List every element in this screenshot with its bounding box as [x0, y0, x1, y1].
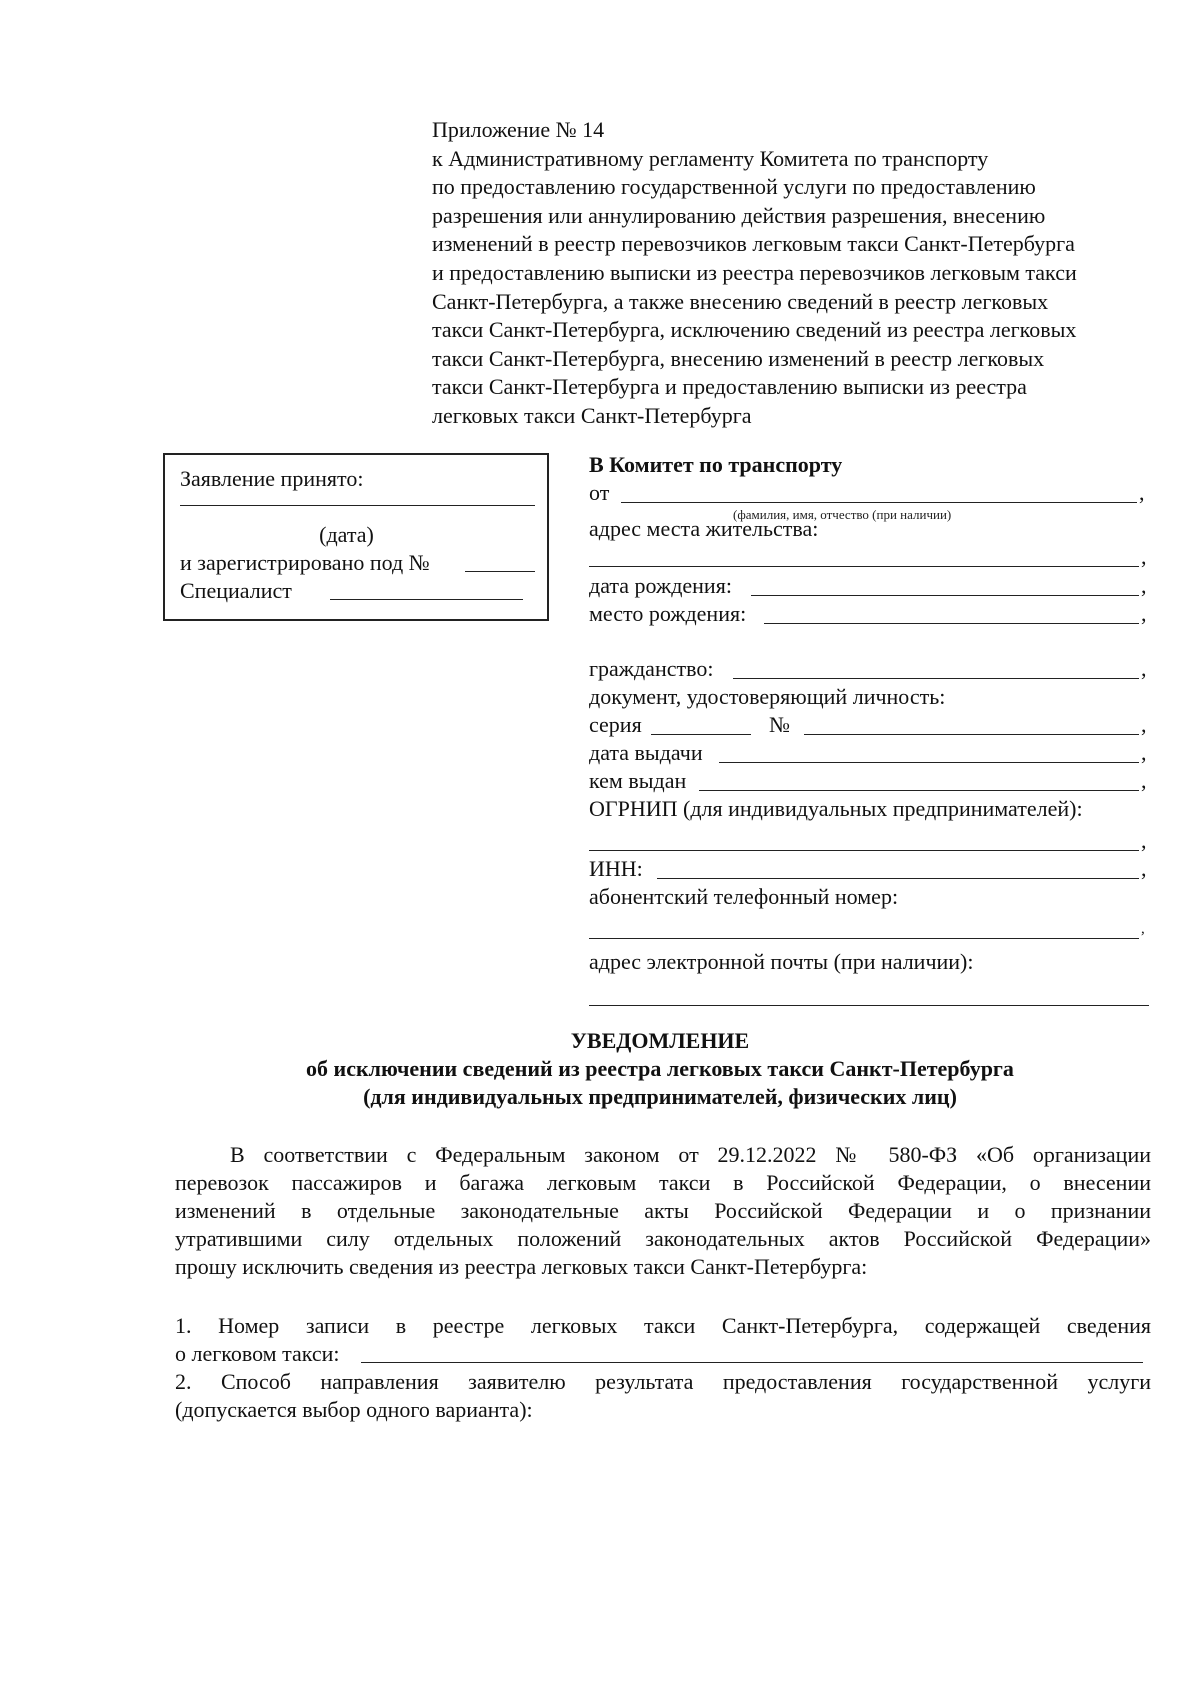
reception-specialist-field[interactable] [330, 599, 523, 600]
birth-date-label: дата рождения: [589, 573, 732, 598]
item-2-line-2: (допускается выбор одного варианта): [175, 1397, 533, 1422]
from-label: от [589, 480, 610, 505]
annex-line: к Административному регламенту Комитета по транспорту [432, 145, 989, 171]
inn-field[interactable] [657, 878, 1139, 879]
series-label: серия [589, 712, 642, 737]
reception-box [163, 453, 549, 621]
comma: , [1141, 656, 1147, 681]
email-label-row [589, 948, 1149, 976]
comma: , [1141, 544, 1147, 569]
email-row [589, 982, 1149, 1010]
number-label: № [769, 712, 790, 737]
annex-line: такси Санкт-Петербурга, внесению изменений в реестр легковых [432, 345, 1045, 371]
address-label-row [589, 515, 1149, 543]
issue-date-row [589, 739, 1149, 767]
body-line: изменений в отдельные законодательные акты Российской Федерации и о признании [175, 1198, 1151, 1223]
body-paragraph [175, 1141, 1151, 1281]
title-sub1: об исключении сведений из реестра легковых такси Санкт-Петербурга [306, 1056, 1014, 1081]
phone-label: абонентский телефонный номер: [589, 884, 899, 909]
item-1-line-1: 1. Номер записи в реестре легковых такси Санкт-Петербурга, содержащей сведения [175, 1313, 1151, 1338]
birth-place-label: место рождения: [589, 601, 747, 626]
comma: , [1141, 740, 1147, 765]
reception-accepted: Заявление принято: [180, 466, 364, 491]
from-field[interactable] [621, 502, 1137, 503]
phone-row [589, 915, 1149, 943]
comma: , [1141, 601, 1147, 626]
addressee: В Комитет по транспорту [589, 452, 843, 477]
annex-line: такси Санкт-Петербурга и предоставлению выписки из реестра [432, 374, 1027, 400]
title-sub2: (для индивидуальных предпринимателей, физических лиц) [363, 1084, 957, 1109]
ogrnip-label-row [589, 795, 1149, 823]
inn-label: ИНН: [589, 856, 643, 881]
comma: , [1141, 921, 1145, 937]
reception-number-field[interactable] [465, 571, 535, 572]
id-doc-label: документ, удостоверяющий личность: [589, 684, 946, 709]
id-doc-row [589, 683, 1149, 711]
body-line: В соответствии с Федеральным законом от 29.12.2022 № 580-ФЗ «Об организации [230, 1142, 1151, 1167]
ogrnip-label: ОГРНИП (для индивидуальных предпринимателей): [589, 796, 1083, 821]
reception-specialist-row [180, 577, 533, 605]
title-main: УВЕДОМЛЕНИЕ [570, 1028, 750, 1053]
email-label: адрес электронной почты (при наличии): [589, 949, 974, 974]
annex-header [432, 116, 1152, 431]
items-block [175, 1312, 1151, 1424]
annex-line: легковых такси Санкт-Петербурга [432, 402, 752, 428]
birth-place-field[interactable] [764, 623, 1139, 624]
ogrnip-field[interactable] [589, 850, 1139, 851]
annex-line: по предоставлению государственной услуги по предоставлению [432, 174, 1036, 200]
comma: , [1141, 712, 1147, 737]
reception-date-hint: (дата) [319, 522, 374, 547]
document-title [170, 1027, 1150, 1111]
ogrnip-row [589, 827, 1149, 855]
reception-date-row [180, 493, 533, 521]
item-1-line-2 [175, 1340, 1151, 1368]
body-line: перевозок пассажиров и багажа легковым такси в Российской Федерации, о внесении [175, 1170, 1151, 1195]
comma: , [1141, 768, 1147, 793]
reception-date-field[interactable] [180, 505, 535, 506]
item-2-line-1: 2. Способ направления заявителю результата предоставления государственной услуги [175, 1369, 1151, 1394]
from-row [589, 479, 1149, 507]
inn-row [589, 855, 1149, 883]
birth-place-row [589, 600, 1149, 628]
series-field[interactable] [651, 734, 751, 735]
address-label: адрес места жительства: [589, 516, 819, 541]
reception-registered-row [180, 549, 533, 577]
body-line: утратившими силу отдельных положений законодательных актов Российской Федерации» [175, 1226, 1151, 1251]
comma: , [1141, 573, 1147, 598]
birth-date-field[interactable] [751, 595, 1139, 596]
item-1-label: о легковом такси: [175, 1341, 340, 1366]
issue-date-label: дата выдачи [589, 740, 703, 765]
issue-date-field[interactable] [719, 762, 1139, 763]
body-line: прошу исключить сведения из реестра легковых такси Санкт-Петербурга: [175, 1254, 868, 1279]
number-field[interactable] [804, 734, 1139, 735]
from-hint: (фамилия, имя, отчество (при наличии) [733, 507, 952, 522]
record-number-field[interactable] [361, 1362, 1143, 1363]
annex-line: и предоставлению выписки из реестра перевозчиков легковым такси [432, 259, 1077, 285]
citizenship-row [589, 655, 1149, 683]
email-field[interactable] [589, 1005, 1149, 1006]
issued-by-row [589, 767, 1149, 795]
annex-line: Санкт-Петербурга, а также внесению сведений в реестр легковых [432, 288, 1049, 314]
address-field[interactable] [589, 566, 1139, 567]
address-row [589, 543, 1149, 571]
annex-line: разрешения или аннулированию действия разрешения, внесению [432, 202, 1046, 228]
annex-line: такси Санкт-Петербурга, исключению сведений из реестра легковых [432, 317, 1077, 343]
phone-field[interactable] [589, 938, 1139, 939]
comma: , [1141, 856, 1147, 881]
phone-label-row [589, 883, 1149, 911]
birth-date-row [589, 572, 1149, 600]
comma: , [1141, 828, 1147, 853]
citizenship-label: гражданство: [589, 656, 714, 681]
applicant-block [589, 451, 1149, 1010]
issued-by-label: кем выдан [589, 768, 687, 793]
series-row [589, 711, 1149, 739]
comma: , [1139, 480, 1145, 505]
issued-by-field[interactable] [699, 790, 1139, 791]
annex-line: изменений в реестр перевозчиков легковым такси Санкт-Петербурга [432, 231, 1075, 257]
annex-line: Приложение № 14 [432, 117, 605, 142]
reception-specialist-label: Специалист [180, 578, 292, 603]
reception-registered-label: и зарегистрировано под № [180, 550, 430, 575]
citizenship-field[interactable] [733, 678, 1139, 679]
